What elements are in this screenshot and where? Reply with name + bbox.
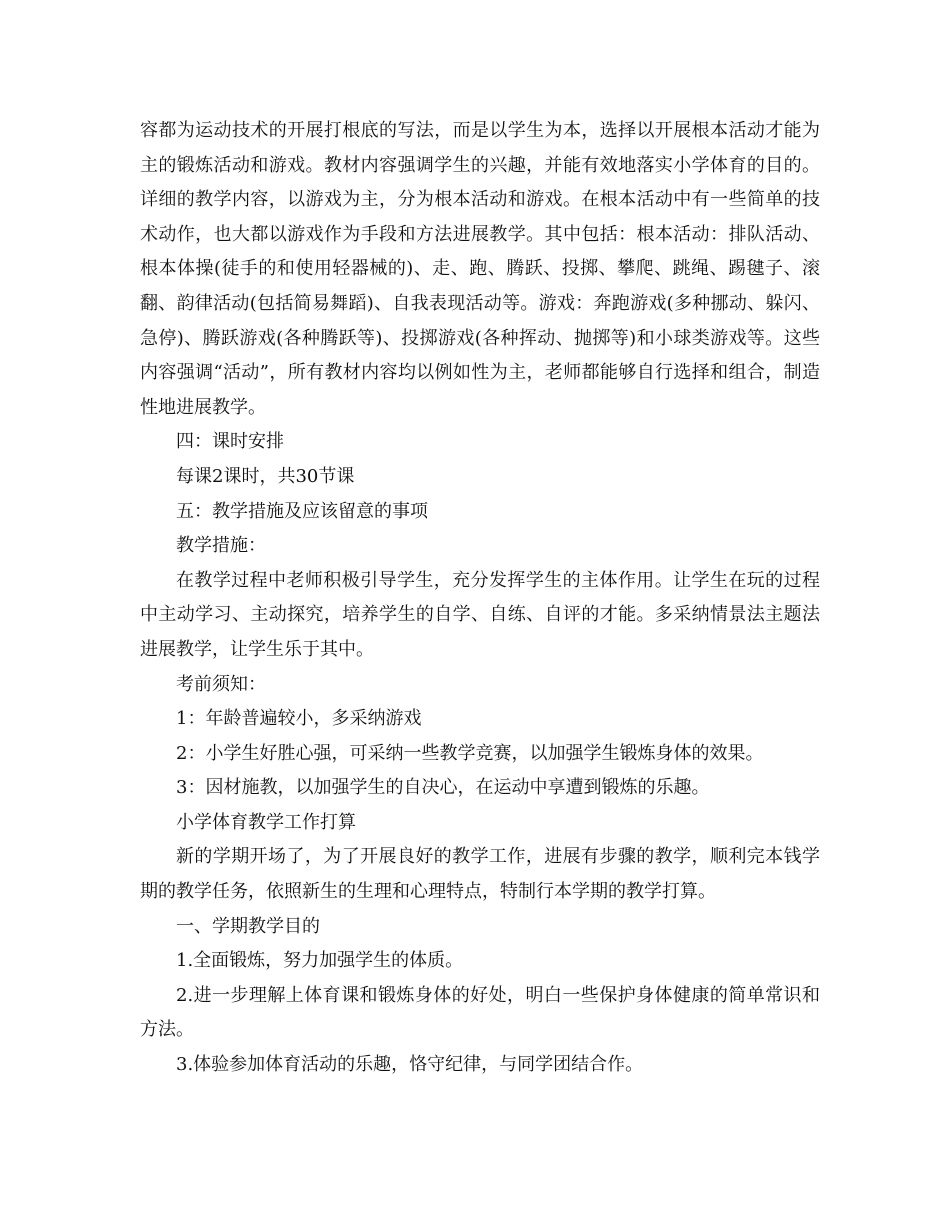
paragraph-intro-continued: 容都为运动技术的开展打根底的写法，而是以学生为本，选择以开展根本活动才能为主的锻炼活动和游戏。教材内容强调学生的兴趣，并能有效地落实小学体育的目的。详细的教学内容，以游戏为主，分为根本活动和游戏。在根本活动中有一些简单的技术动作，也大都以游戏作为手段和方法进展教学。其中包括：根本活动：排队活动、根本体操(徒手的和使用轻器械的)、走、跑、腾跃、投掷、攀爬、跳绳、踢毽子、滚翻、韵律活动(包括简易舞蹈)、自我表现活动等。游戏：奔跑游戏(多种挪动、躲闪、急停)、腾跃游戏(各种腾跃等)、投掷游戏(各种挥动、抛掷等)和小球类游戏等。这些内容强调“活动”，所有教材内容均以例如性为主，老师都能够自行选择和组合，制造性地进展教学。 [140, 120, 820, 418]
label-notes: 考前须知： [176, 673, 266, 695]
list-item-goal-3: 3.体验参加体育活动的乐趣，恪守纪律，与同学团结合作。 [176, 1054, 644, 1076]
paragraph-teaching-measures: 在教学过程中老师积极引导学生，充分发挥学生的主体作用。让学生在玩的过程中主动学习、主动探究，培养学生的自学、自练、自评的才能。多采纳情景法主题法进展教学，让学生乐于其中。 [140, 569, 820, 660]
label-teaching-measures: 教学措施： [176, 535, 266, 557]
document-body [140, 114, 820, 1083]
list-item-note-3: 3：因材施教，以加强学生的自决心，在运动中享遭到锻炼的乐趣。 [176, 777, 710, 799]
list-item-goal-1: 1.全面锻炼，努力加强学生的体质。 [176, 950, 464, 972]
paragraph-class-hours: 每课2课时，共30节课 [176, 465, 355, 487]
heading-semester-goals: 一、学期教学目的 [176, 915, 320, 937]
list-item-note-2: 2：小学生好胜心强，可采纳一些教学竞赛，以加强学生锻炼身体的效果。 [176, 742, 764, 764]
heading-class-schedule: 四：课时安排 [176, 431, 284, 453]
section-title-work-plan: 小学体育教学工作打算 [176, 811, 356, 833]
list-item-goal-2: 2.进一步理解上体育课和锻炼身体的好处，明白一些保护身体健康的简单常识和方法。 [140, 984, 820, 1041]
paragraph-plan-intro: 新的学期开场了，为了开展良好的教学工作，进展有步骤的教学，顺利完本钱学期的教学任务，依照新生的生理和心理特点，特制行本学期的教学打算。 [140, 846, 820, 903]
heading-teaching-measures-notes: 五：教学措施及应该留意的事项 [176, 500, 428, 522]
list-item-note-1: 1：年龄普遍较小，多采纳游戏 [176, 708, 422, 730]
